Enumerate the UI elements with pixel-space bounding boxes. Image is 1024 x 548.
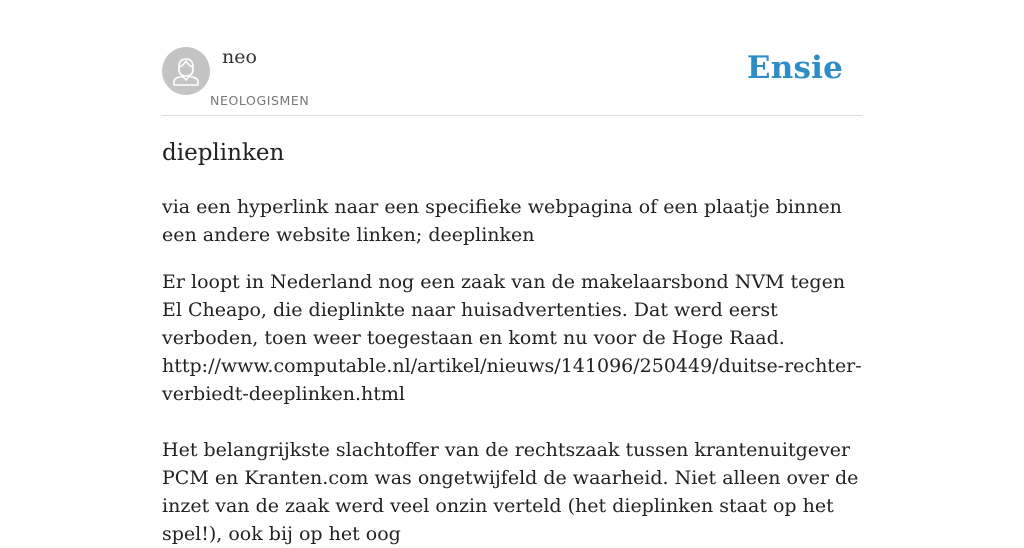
ensie-logo[interactable]: Ensie [746, 50, 843, 86]
avatar[interactable] [162, 47, 210, 95]
author-link[interactable]: neo [222, 46, 257, 68]
entry-definition: via een hyperlink naar een specifieke webpagina of een plaatje binnen een andere website linken; deeplinken [162, 196, 842, 246]
entry-example [162, 268, 862, 548]
header [162, 0, 862, 116]
user-icon [162, 47, 210, 95]
category-label[interactable]: NEOLOGISMEN [210, 93, 310, 108]
paragraph-spacer [162, 408, 862, 436]
example-paragraph: Er loopt in Nederland nog een zaak van de makelaarsbond NVM tegen El Cheapo, die dieplinkte naar huisadvertenties. Dat werd eerst verboden, toen weer toegestaan en komt nu voor de Hoge Raad. http://www.computable.nl/artikel/nieuws/141096/250449/duitse-rechter-verbiedt-deeplinken.html [162, 271, 862, 405]
entry-title: dieplinken [162, 140, 285, 166]
page [162, 0, 862, 545]
example-paragraph: Het belangrijkste slachtoffer van de rechtszaak tussen krantenuitgever PCM en Kranten.com was ongetwijfeld de waarheid. Niet alleen over de inzet van de zaak werd veel onzin verteld (het dieplinken staat op het spel!), ook bij op het oog [162, 439, 859, 545]
